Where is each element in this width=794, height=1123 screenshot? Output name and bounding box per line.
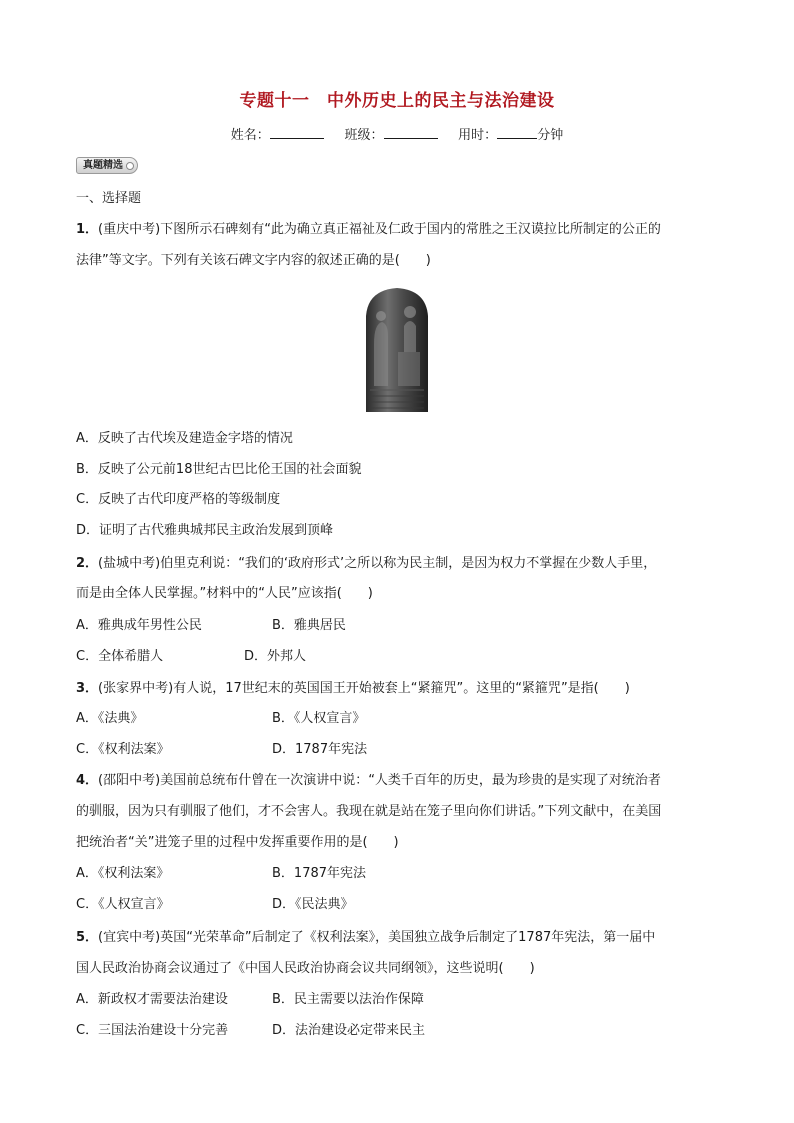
q4-option-a[interactable]: A．《权利法案》 — [76, 866, 170, 881]
time-label: 用时： — [458, 128, 498, 143]
student-info-row — [0, 124, 794, 143]
class-blank[interactable] — [384, 125, 438, 139]
badge-dot-icon — [126, 162, 134, 170]
q4-option-b[interactable]: B．1787年宪法 — [272, 866, 367, 881]
q1-option-b[interactable]: B．反映了公元前18世纪古巴比伦王国的社会面貌 — [76, 462, 362, 477]
question-number: 4． — [76, 773, 99, 788]
question-text: (张家界中考)有人说，17世纪末的英国国王开始被套上“紧箍咒”。这里的“紧箍咒”是指( ) — [98, 681, 630, 696]
question-number: 2． — [76, 556, 99, 571]
q2-option-a[interactable]: A．雅典成年男性公民 — [76, 618, 202, 633]
q1-option-d[interactable]: D．证明了古代雅典城邦民主政治发展到顶峰 — [76, 523, 334, 538]
q5-option-d[interactable]: D．法治建设必定带来民主 — [272, 1023, 426, 1038]
q4-option-d[interactable]: D．《民法典》 — [272, 897, 354, 912]
question-5-line-2: 国人民政治协商会议通过了《中国人民政治协商会议共同纲领》，这些说明( ) — [76, 961, 535, 976]
q3-option-d[interactable]: D．1787年宪法 — [272, 742, 368, 757]
name-label: 姓名： — [230, 128, 270, 143]
question-1-line-1 — [76, 218, 661, 237]
question-number: 5． — [76, 930, 99, 945]
question-5-line-1 — [76, 926, 655, 945]
q3-option-b[interactable]: B．《人权宣言》 — [272, 711, 366, 726]
q3-option-c[interactable]: C．《权利法案》 — [76, 742, 170, 757]
hammurabi-stele-image — [360, 286, 434, 412]
q4-option-c[interactable]: C．《人权宣言》 — [76, 897, 170, 912]
class-label: 班级： — [344, 128, 384, 143]
question-text: (盐城中考)伯里克利说：“我们的‘政府形式’之所以称为民主制，是因为权力不掌握在少数人手里， — [98, 556, 657, 571]
question-4-line-1 — [76, 769, 661, 788]
name-blank[interactable] — [270, 125, 324, 139]
question-1-line-2: 法律”等文字。下列有关该石碑文字内容的叙述正确的是( ) — [76, 253, 431, 268]
badge-label: 真题精选 — [83, 160, 123, 171]
question-number: 3． — [76, 681, 99, 696]
question-number: 1． — [76, 222, 99, 237]
q5-option-c[interactable]: C．三国法治建设十分完善 — [76, 1023, 229, 1038]
q1-option-a[interactable]: A．反映了古代埃及建造金字塔的情况 — [76, 431, 293, 446]
question-text: (宜宾中考)英国“光荣革命”后制定了《权利法案》，美国独立战争后制定了1787年宪法，第一届中 — [98, 930, 656, 945]
q2-option-c[interactable]: C．全体希腊人 — [76, 649, 164, 664]
question-3-line-1 — [76, 677, 630, 696]
q1-option-c[interactable]: C．反映了古代印度严格的等级制度 — [76, 492, 281, 507]
q2-option-d[interactable]: D．外邦人 — [244, 649, 307, 664]
q5-option-a[interactable]: A．新政权才需要法治建设 — [76, 992, 228, 1007]
minute-label: 分钟 — [537, 128, 564, 143]
section-heading: 一、选择题 — [76, 191, 142, 206]
question-4-line-3: 把统治者“关”进笼子里的过程中发挥重要作用的是( ) — [76, 835, 399, 850]
question-2-line-1 — [76, 552, 656, 571]
question-4-line-2: 的驯服，因为只有驯服了他们，才不会害人。我现在就是站在笼子里向你们讲话。”下列文献中，在美国 — [76, 804, 662, 819]
section-badge — [76, 157, 138, 174]
page-title: 专题十一 中外历史上的民主与法治建设 — [239, 91, 555, 111]
q2-option-b[interactable]: B．雅典居民 — [272, 618, 346, 633]
time-blank[interactable] — [497, 125, 537, 139]
question-2-line-2: 而是由全体人民掌握。”材料中的“人民”应该指( ) — [76, 586, 373, 601]
q3-option-a[interactable]: A．《法典》 — [76, 711, 144, 726]
question-text: (邵阳中考)美国前总统布什曾在一次演讲中说：“人类千百年的历史，最为珍贵的是实现了对统治者 — [98, 773, 661, 788]
q5-option-b[interactable]: B．民主需要以法治作保障 — [272, 992, 424, 1007]
question-text: (重庆中考)下图所示石碑刻有“此为确立真正福祉及仁政于国内的常胜之王汉谟拉比所制定的公正的 — [98, 222, 661, 237]
